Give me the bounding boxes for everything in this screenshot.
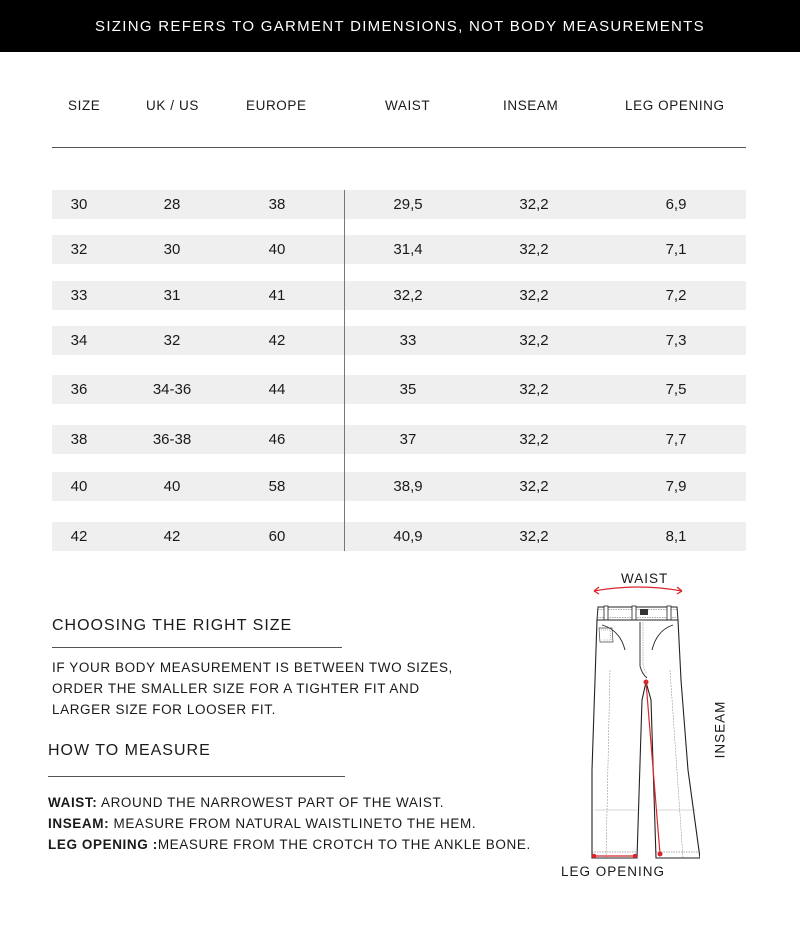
choosing-text [52,657,453,720]
cell-size: 32 [70,241,88,258]
how-to-item-inseam: INSEAM: MEASURE FROM NATURAL WAISTLINETO THE HEM. [48,816,477,831]
cell-europe: 42 [268,332,286,349]
column-separator [344,190,345,551]
cell-waist: 33 [399,332,417,349]
table-row [52,375,746,404]
table-row [52,190,746,219]
header-europe: EUROPE [246,98,307,113]
how-to-rule [48,776,345,777]
cell-size: 36 [70,381,88,398]
cell-size: 33 [70,287,88,304]
cell-leg-opening: 7,7 [665,431,687,448]
cell-size: 42 [70,528,88,545]
cell-leg-opening: 7,2 [665,287,687,304]
cell-leg-opening: 7,5 [665,381,687,398]
how-to-item-leg-opening: LEG OPENING :MEASURE FROM THE CROTCH TO THE ANKLE BONE. [48,837,531,852]
leg-opening-label: LEG OPENING [561,864,666,879]
cell-inseam: 32,2 [519,287,549,304]
cell-uk-us: 34-36 [152,381,192,398]
cell-waist: 40,9 [393,528,423,545]
header-size: SIZE [68,98,101,113]
cell-europe: 40 [268,241,286,258]
cell-uk-us: 40 [163,478,181,495]
cell-uk-us: 32 [163,332,181,349]
cell-waist: 31,4 [393,241,423,258]
cell-uk-us: 42 [163,528,181,545]
cell-uk-us: 28 [163,196,181,213]
choosing-line: ORDER THE SMALLER SIZE FOR A TIGHTER FIT AND [52,681,420,696]
cell-inseam: 32,2 [519,528,549,545]
table-row [52,281,746,310]
cell-europe: 44 [268,381,286,398]
cell-leg-opening: 7,9 [665,478,687,495]
cell-waist: 37 [399,431,417,448]
cell-waist: 35 [399,381,417,398]
cell-size: 38 [70,431,88,448]
how-to-title: HOW TO MEASURE [48,742,211,759]
header-uk-us: UK / US [146,98,199,113]
cell-europe: 38 [268,196,286,213]
choosing-title: CHOOSING THE RIGHT SIZE [52,617,293,634]
cell-inseam: 32,2 [519,241,549,258]
cell-leg-opening: 6,9 [665,196,687,213]
cell-waist: 29,5 [393,196,423,213]
cell-inseam: 32,2 [519,431,549,448]
how-to-item-waist: WAIST: AROUND THE NARROWEST PART OF THE WAIST. [48,795,445,810]
choosing-rule [52,647,342,648]
inseam-label: INSEAM [712,700,728,759]
cell-europe: 58 [268,478,286,495]
cell-inseam: 32,2 [519,196,549,213]
header-waist: WAIST [385,98,431,113]
cell-inseam: 32,2 [519,332,549,349]
jeans-diagram-icon [580,570,700,865]
cell-size: 34 [70,332,88,349]
cell-leg-opening: 8,1 [665,528,687,545]
top-banner [0,0,800,52]
cell-inseam: 32,2 [519,478,549,495]
cell-waist: 38,9 [393,478,423,495]
banner-text: SIZING REFERS TO GARMENT DIMENSIONS, NOT BODY MEASUREMENTS [95,17,705,35]
table-row [52,326,746,355]
cell-waist: 32,2 [393,287,423,304]
choosing-line: LARGER SIZE FOR LOOSER FIT. [52,702,276,717]
cell-inseam: 32,2 [519,381,549,398]
table-row [52,235,746,264]
choosing-line: IF YOUR BODY MEASUREMENT IS BETWEEN TWO SIZES, [52,660,453,675]
cell-uk-us: 31 [163,287,181,304]
cell-size: 40 [70,478,88,495]
table-row [52,425,746,454]
cell-europe: 60 [268,528,286,545]
cell-europe: 41 [268,287,286,304]
header-divider [52,147,746,148]
cell-size: 30 [70,196,88,213]
header-leg-opening: LEG OPENING [625,98,725,113]
header-inseam: INSEAM [503,98,559,113]
cell-uk-us: 36-38 [152,431,192,448]
cell-leg-opening: 7,1 [665,241,687,258]
table-row [52,472,746,501]
cell-uk-us: 30 [163,241,181,258]
cell-leg-opening: 7,3 [665,332,687,349]
table-row [52,522,746,551]
waist-label: WAIST [621,571,669,586]
how-to-text [48,792,531,855]
cell-europe: 46 [268,431,286,448]
